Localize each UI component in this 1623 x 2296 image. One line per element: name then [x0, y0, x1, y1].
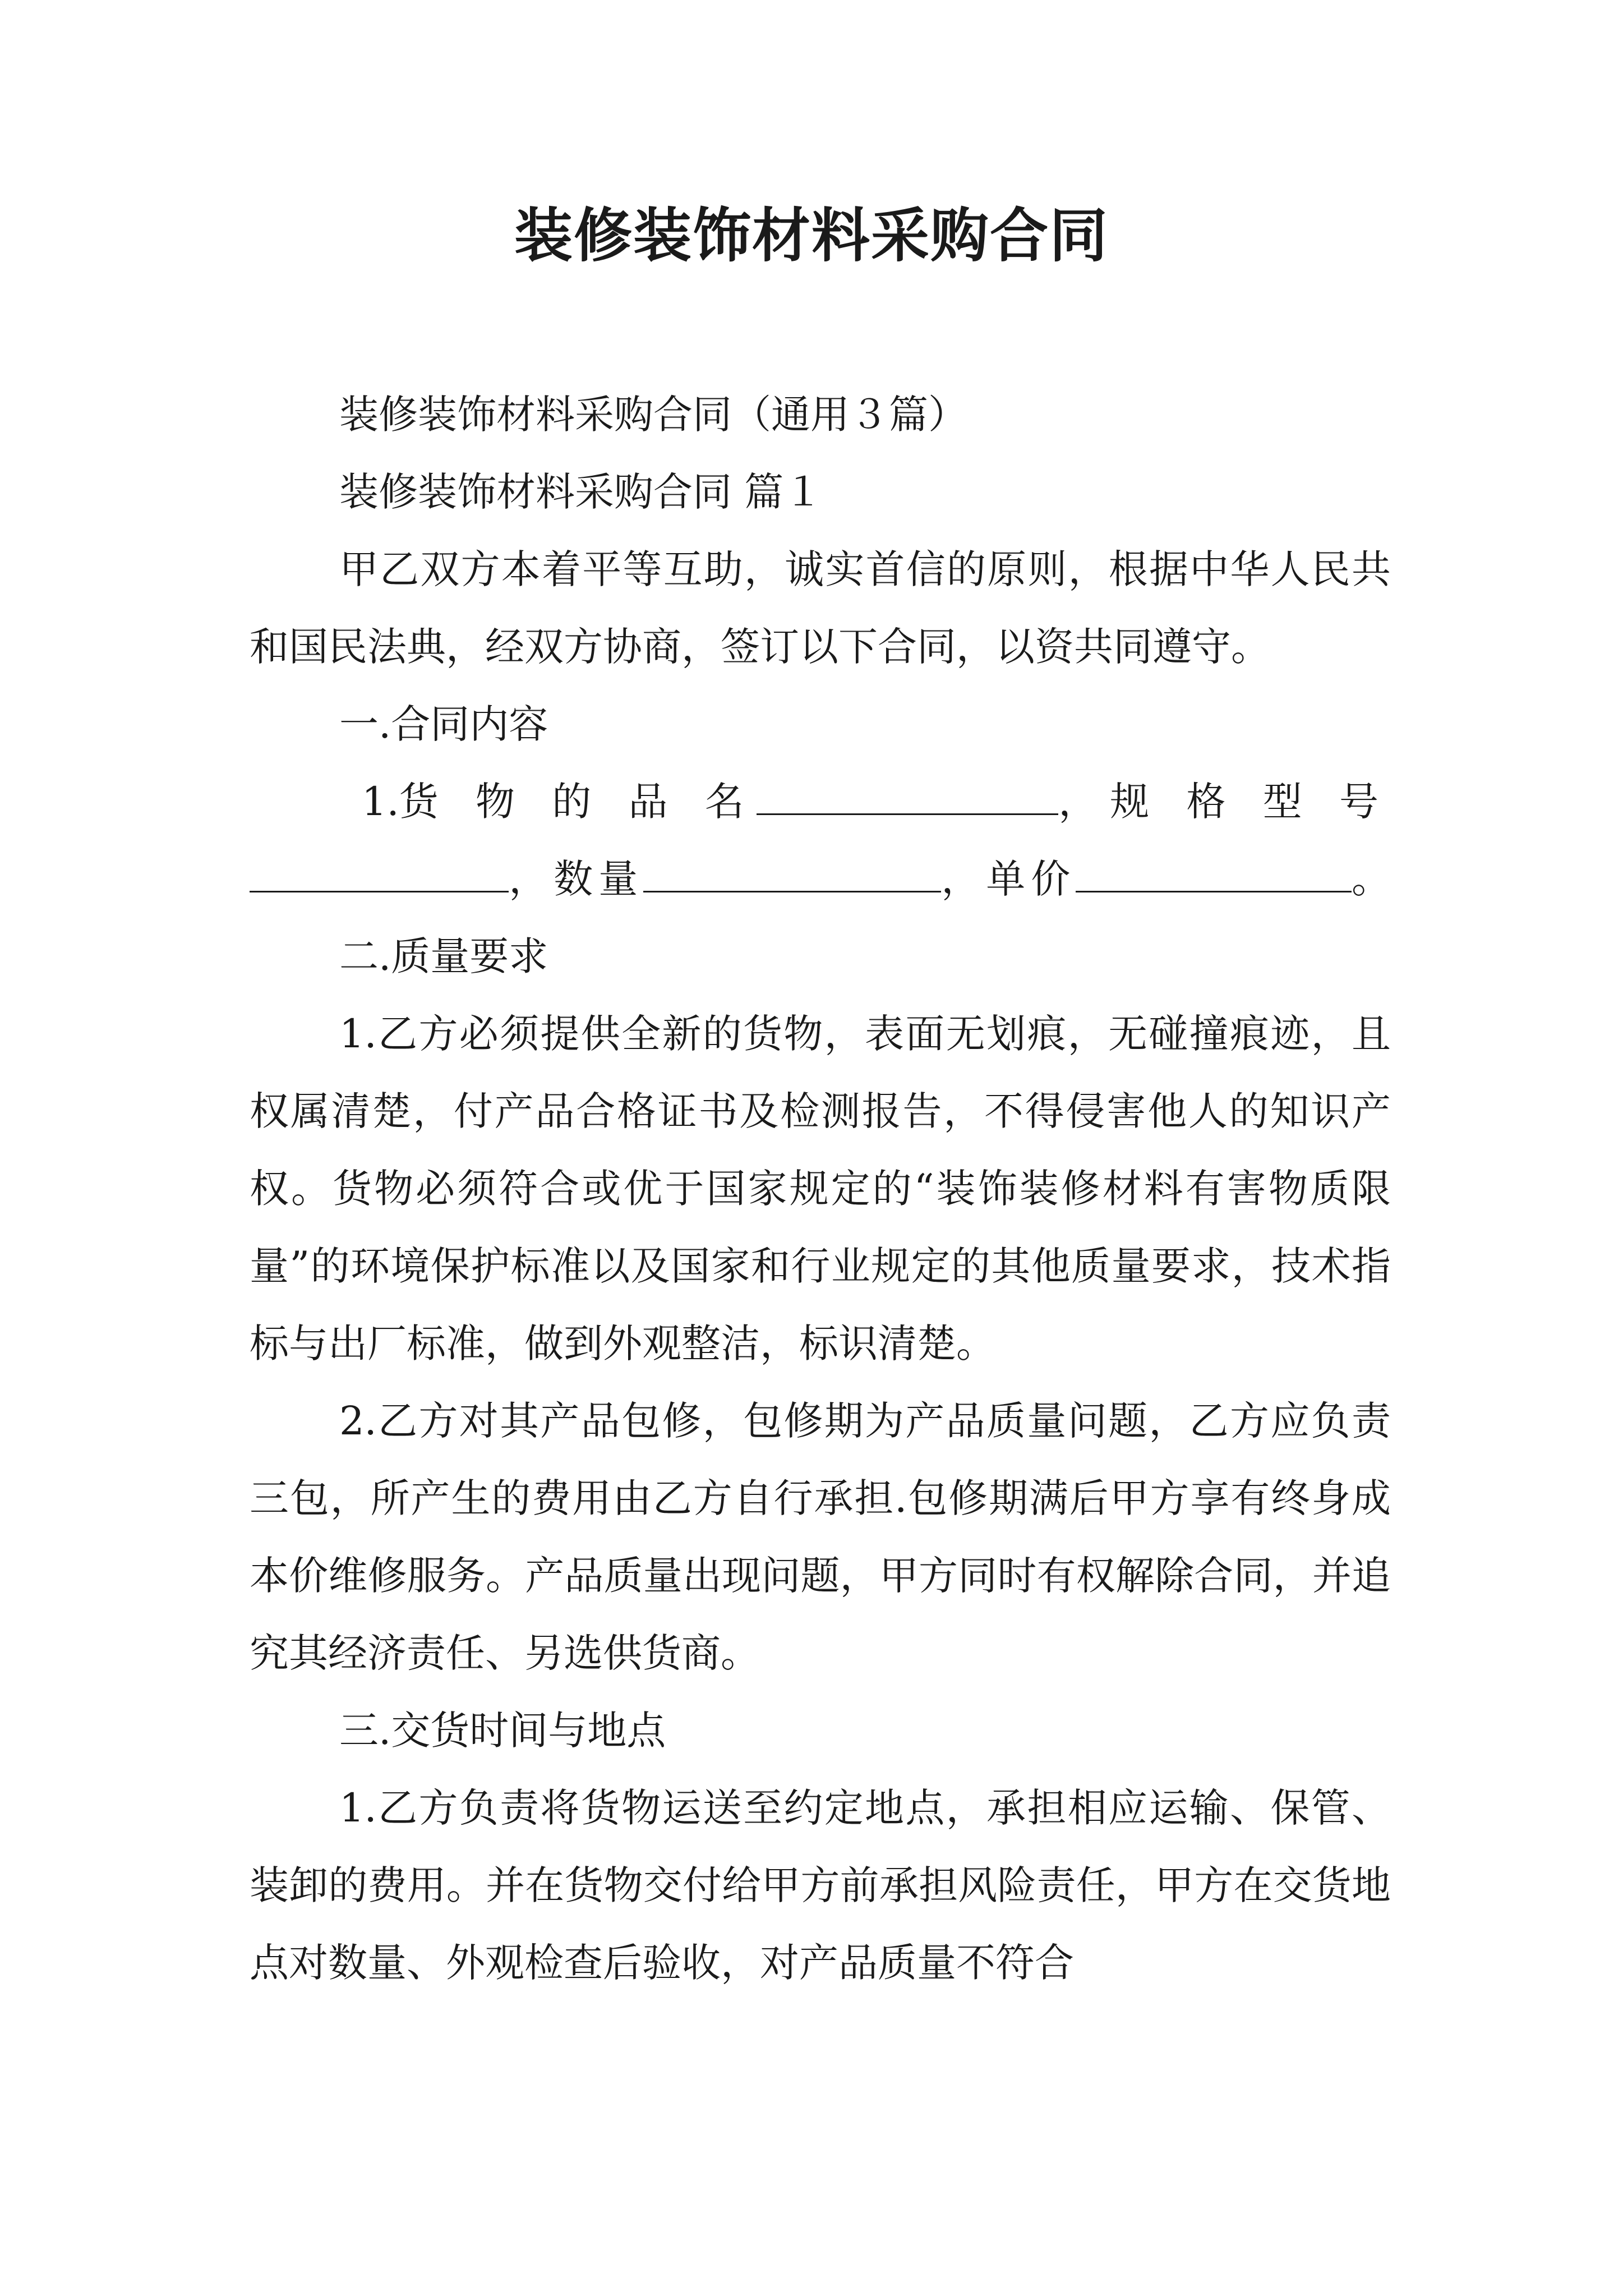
item1-end: 。 — [1352, 856, 1391, 902]
section3-heading: 三.交货时间与地点 — [339, 1708, 666, 1754]
section1-item1-line2 — [250, 840, 1391, 918]
item1-spec-label: ，规 格 型 号 — [1058, 779, 1391, 825]
intro-paragraph: 甲乙双方本着平等互助，诚实首信的原则，根据中华人民共和国民法典，经双方协商，签订以下合同，以资共同遵守。 — [250, 546, 1391, 670]
part-heading: 装修装饰材料采购合同 篇１ — [339, 469, 823, 515]
section1-heading: 一.合同内容 — [339, 701, 548, 747]
document-subtitle: 装修装饰材料采购合同（通用３篇） — [339, 392, 967, 438]
goods-name-blank[interactable] — [757, 774, 1058, 815]
spec-model-blank[interactable] — [250, 852, 509, 892]
section3-paragraph1: 1.乙方负责将货物运送至约定地点，承担相应运输、保管、装卸的费用。并在货物交付给甲方前承担风险责任，甲方在交货地点对数量、外观检查后验收，对产品质量不符合 — [250, 1785, 1391, 1986]
item1-goods-label: 货 物 的 品 名 — [399, 779, 757, 825]
item1-number: 1. — [362, 779, 399, 825]
item1-qty-label: ，数量 — [509, 856, 644, 902]
section2-paragraph1: 1.乙方必须提供全新的货物，表面无划痕，无碰撞痕迹，且权属清楚，付产品合格证书及检测报告，不得侵害他人的知识产权。货物必须符合或优于国家规定的“装饰装修材料有害物质限量”的环境保护标准以及国家和行业规定的其他质量要求，技术指标与出厂标准，做到外观整洁，标识清楚。 — [250, 1011, 1391, 1366]
section1-item1-line1 — [250, 763, 1391, 840]
section2-paragraph2: 2.乙方对其产品包修，包修期为产品质量问题，乙方应负责三包，所产生的费用由乙方自行承担.包修期满后甲方享有终身成本价维修服务。产品质量出现问题，甲方同时有权解除合同，并追究其经济责任、另选供货商。 — [250, 1398, 1391, 1676]
unit-price-blank[interactable] — [1076, 852, 1352, 892]
document-body — [250, 376, 1391, 2001]
section2-heading: 二.质量要求 — [339, 933, 548, 979]
quantity-blank[interactable] — [643, 852, 941, 892]
document-title: 装修装饰材料采购合同 — [514, 201, 1109, 270]
item1-price-label: ，单价 — [941, 856, 1076, 902]
